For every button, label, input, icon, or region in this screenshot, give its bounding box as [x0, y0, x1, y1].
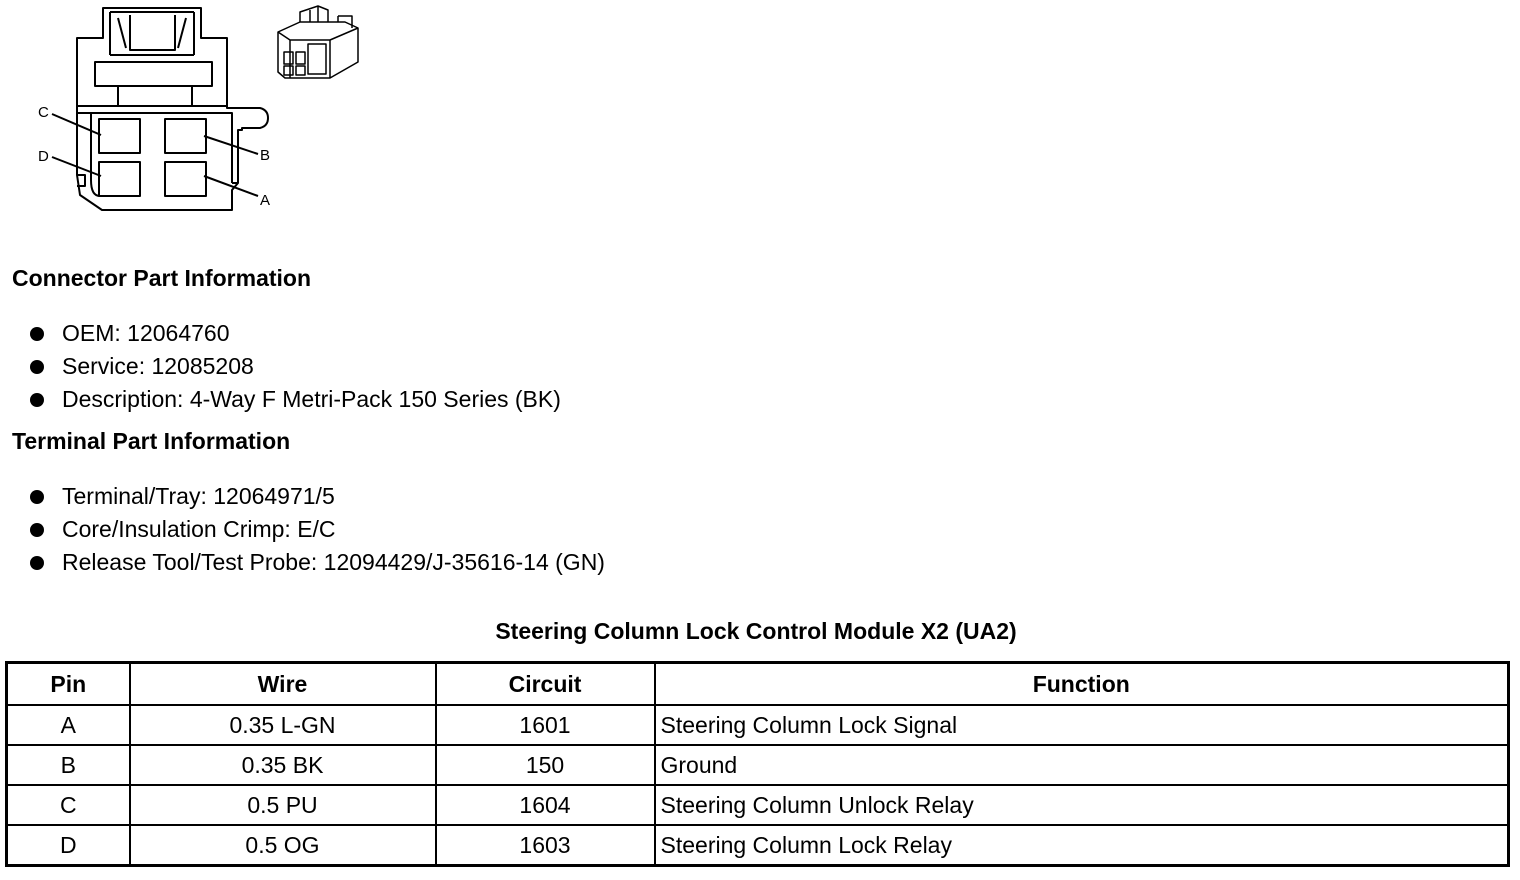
bullet-icon — [30, 490, 44, 504]
list-item — [28, 480, 605, 513]
cell-wire: 0.5 OG — [130, 825, 436, 866]
terminal-info-list — [28, 480, 605, 579]
cavity-a — [165, 162, 206, 196]
list-item — [28, 513, 605, 546]
latch — [103, 8, 201, 55]
table-title: Steering Column Lock Control Module X2 (UA2) — [495, 618, 1017, 644]
cavity-c — [99, 119, 140, 153]
list-item-text: OEM: 12064760 — [62, 320, 230, 346]
cell-function: Steering Column Unlock Relay — [655, 785, 1509, 825]
table-row — [7, 785, 1509, 825]
table-row — [7, 745, 1509, 785]
cell-wire: 0.5 PU — [130, 785, 436, 825]
cell-wire: 0.35 L-GN — [130, 705, 436, 745]
header-pin: Pin — [7, 663, 130, 706]
pinout-table — [5, 661, 1510, 867]
cell-circuit: 1603 — [436, 825, 655, 866]
connector-info-heading: Connector Part Information — [12, 265, 312, 291]
connector-diagram — [0, 0, 380, 225]
bullet-icon — [30, 556, 44, 570]
cell-circuit: 1604 — [436, 785, 655, 825]
bullet-icon — [30, 393, 44, 407]
bullet-icon — [30, 327, 44, 341]
list-item-text: Terminal/Tray: 12064971/5 — [62, 483, 335, 509]
pin-label-b: B — [260, 147, 271, 164]
bullet-icon — [30, 360, 44, 374]
cell-pin: D — [7, 825, 130, 866]
header-function: Function — [655, 663, 1509, 706]
cavity-d — [99, 162, 140, 196]
list-item-text: Release Tool/Test Probe: 12094429/J-35616-14 (GN) — [62, 549, 605, 575]
table-row — [7, 705, 1509, 745]
connector-iso-view — [278, 6, 358, 78]
cell-circuit: 1601 — [436, 705, 655, 745]
cavity-b — [165, 119, 206, 153]
cell-pin: B — [7, 745, 130, 785]
cell-wire: 0.35 BK — [130, 745, 436, 785]
cell-pin: C — [7, 785, 130, 825]
cell-function: Steering Column Lock Signal — [655, 705, 1509, 745]
pin-label-c: C — [38, 104, 49, 121]
list-item-text: Description: 4-Way F Metri-Pack 150 Series (BK) — [62, 386, 561, 412]
bullet-icon — [30, 523, 44, 537]
table-header-row — [7, 663, 1509, 706]
header-circuit: Circuit — [436, 663, 655, 706]
connector-housing — [77, 8, 271, 210]
cell-circuit: 150 — [436, 745, 655, 785]
list-item — [28, 546, 605, 579]
header-wire: Wire — [130, 663, 436, 706]
cell-function: Ground — [655, 745, 1509, 785]
terminal-info-heading: Terminal Part Information — [12, 428, 291, 454]
cell-function: Steering Column Lock Relay — [655, 825, 1509, 866]
connector-info-list — [28, 317, 561, 416]
pin-label-d: D — [38, 148, 49, 165]
pin-label-a: A — [260, 192, 271, 209]
table-row — [7, 825, 1509, 866]
list-item — [28, 317, 561, 350]
list-item-text: Core/Insulation Crimp: E/C — [62, 516, 336, 542]
list-item-text: Service: 12085208 — [62, 353, 254, 379]
list-item — [28, 383, 561, 416]
cell-pin: A — [7, 705, 130, 745]
list-item — [28, 350, 561, 383]
